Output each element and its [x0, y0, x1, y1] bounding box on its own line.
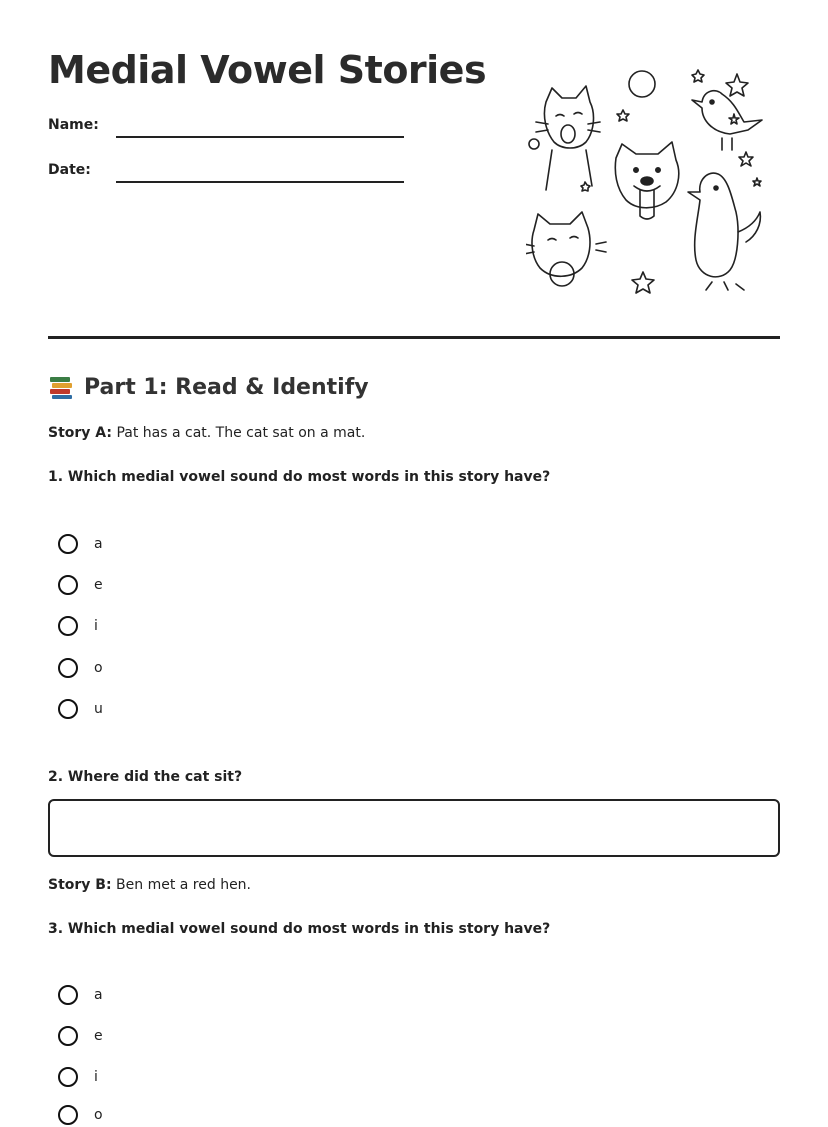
q1-option-label: o	[94, 660, 103, 676]
question-2: 2. Where did the cat sit?	[48, 769, 243, 785]
q3-radio-e[interactable]	[58, 1026, 78, 1046]
question-1: 1. Which medial vowel sound do most words in this story have?	[48, 469, 551, 485]
q1-radio-e[interactable]	[58, 575, 78, 595]
part1-title: Part 1: Read & Identify	[84, 374, 369, 400]
q1-option[interactable]	[58, 656, 103, 680]
q3-option-label: e	[94, 1028, 103, 1044]
q1-option-label: a	[94, 536, 103, 552]
section-divider	[48, 336, 780, 339]
q3-option[interactable]	[58, 983, 103, 1007]
date-field	[48, 162, 91, 178]
q2-answer-input[interactable]	[48, 799, 780, 857]
q1-option-label: e	[94, 577, 103, 593]
q3-radio-i[interactable]	[58, 1067, 78, 1087]
q1-option[interactable]	[58, 614, 98, 638]
q1-radio-a[interactable]	[58, 534, 78, 554]
q1-radio-i[interactable]	[58, 616, 78, 636]
story-a	[48, 425, 365, 441]
q3-radio-o[interactable]	[58, 1105, 78, 1125]
name-line[interactable]	[116, 136, 404, 138]
q1-option[interactable]	[58, 532, 103, 556]
date-label: Date:	[48, 162, 91, 178]
page-title: Medial Vowel Stories	[48, 48, 487, 92]
q1-option[interactable]	[58, 573, 103, 597]
name-field	[48, 117, 99, 133]
q1-option-label: i	[94, 618, 98, 634]
q3-option[interactable]	[58, 1065, 98, 1089]
story-a-text: Pat has a cat. The cat sat on a mat.	[116, 425, 366, 441]
name-label: Name:	[48, 117, 99, 133]
date-line[interactable]	[116, 181, 404, 183]
story-a-label: Story A:	[48, 425, 112, 441]
q1-option-label: u	[94, 701, 103, 717]
q1-option[interactable]	[58, 697, 103, 721]
question-3: 3. Which medial vowel sound do most words in this story have?	[48, 921, 551, 937]
q3-option[interactable]	[58, 1103, 103, 1127]
q3-option-label: a	[94, 987, 103, 1003]
story-b-text: Ben met a red hen.	[116, 877, 251, 893]
q3-option-label: o	[94, 1107, 103, 1123]
cats-and-birds-illustration	[526, 62, 766, 298]
books-icon	[48, 374, 74, 400]
q1-radio-u[interactable]	[58, 699, 78, 719]
part1-heading	[48, 374, 369, 400]
story-b-label: Story B:	[48, 877, 112, 893]
q3-option[interactable]	[58, 1024, 103, 1048]
q3-radio-a[interactable]	[58, 985, 78, 1005]
story-b	[48, 877, 251, 893]
q3-option-label: i	[94, 1069, 98, 1085]
q1-radio-o[interactable]	[58, 658, 78, 678]
